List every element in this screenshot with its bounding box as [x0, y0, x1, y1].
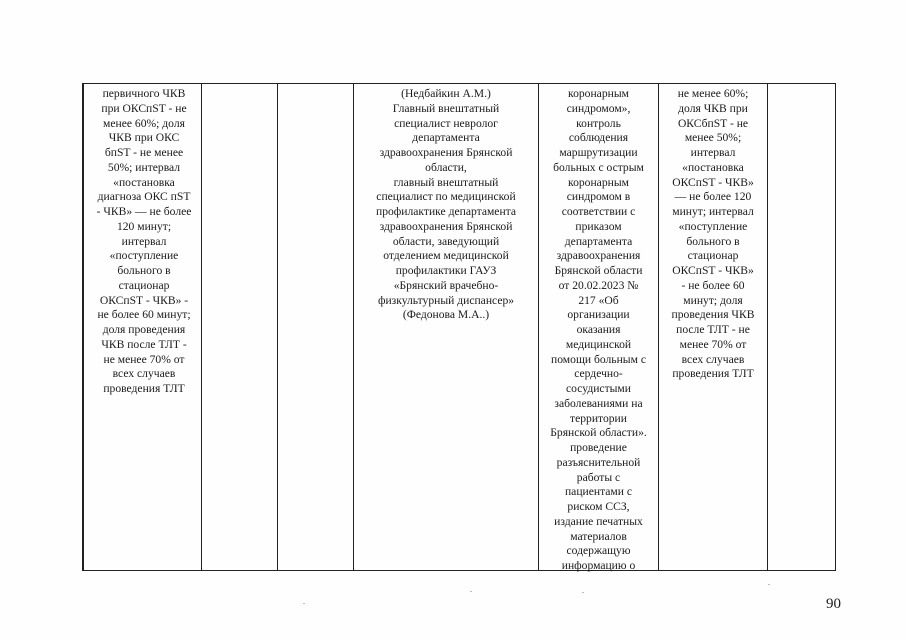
scan-speck	[470, 591, 472, 592]
column-divider	[83, 84, 84, 570]
column-divider	[767, 84, 768, 570]
continuation-table	[82, 83, 836, 571]
cell-target-indicators: первичного ЧКВ при ОКСпST - не менее 60%; доля ЧКВ при ОКС бпST - не менее 50%; интервал «постановка диагноза ОКС пST - ЧКВ» — не более 120 минут; интервал «поступление больного в стационар ОКСпST - ЧКВ» - не более 60 минут; доля проведения ЧКВ после ТЛТ - не менее 70% от всех случаев проведения ТЛТ	[96, 87, 192, 395]
column-divider	[353, 84, 354, 570]
cell-result-indicators: не менее 60%; доля ЧКВ при ОКСбпST - не менее 50%; интервал «постановка ОКСпST - ЧКВ» — не более 120 минут; интервал «поступление больного в стационар ОКСпST - ЧКВ» - не более 60 минут; доля проведения ЧКВ после ТЛТ - не менее 70% от всех случаев проведения ТЛТ	[671, 87, 755, 381]
cell-responsible-persons: (Недбайкин А.М.) Главный внештатный специалист невролог департамента здравоохранения Брянской области, главный внештатный специалист по медицинской профилактике департамента здравоохранения Брянской области, заведующий отделением медицинской профилактики ГАУЗ «Брянский врачебно- физкультурный диспансер» (Федонова М.А..)	[375, 87, 517, 322]
column-divider	[538, 84, 539, 570]
column-divider	[658, 84, 659, 570]
scan-speck	[768, 584, 770, 585]
column-divider	[277, 84, 278, 570]
scan-speck	[303, 603, 305, 604]
scan-speck	[582, 592, 584, 593]
page-number: 90	[826, 596, 841, 612]
cell-measures: коронарным синдромом», контроль соблюдения маршрутизации больных с острым коронарным синдромом в соответствии с приказом департамента здравоохранения Брянской области от 20.02.2023 № 217 «Об организации оказания медицинской помощи больным с сердечно- сосудистыми заболеваниями на территории Брянской области». проведение разъяснительной работы с пациентами с риском ССЗ, издание печатных материалов содержащую информацию о	[550, 87, 647, 572]
